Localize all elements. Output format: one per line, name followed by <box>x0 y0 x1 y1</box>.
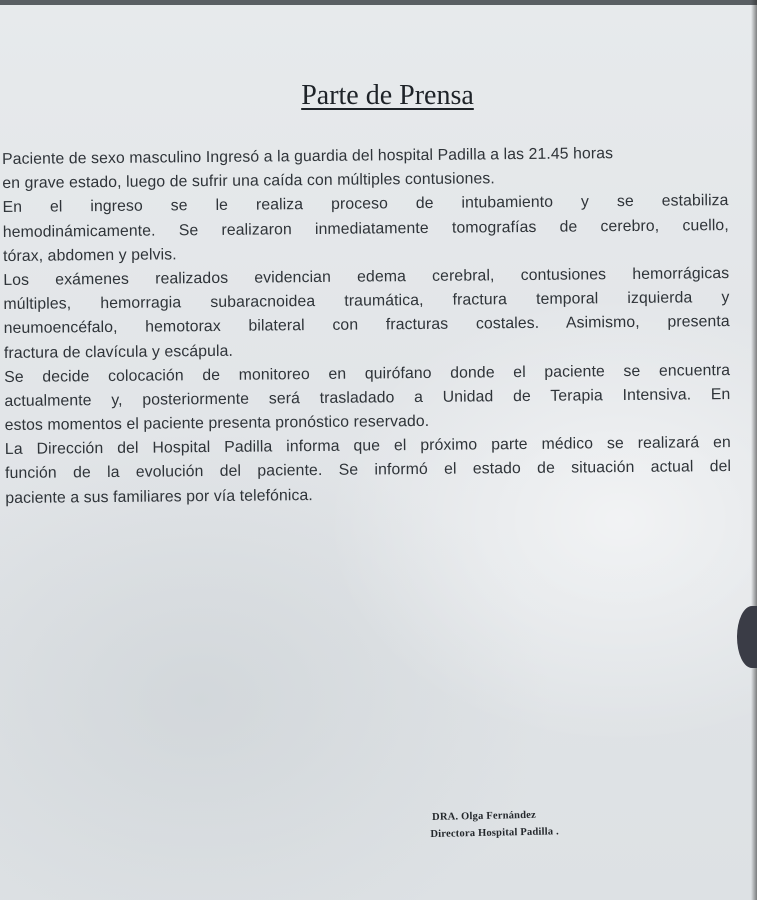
body-line: en grave estado, luego de sufrir una caída con múltiples contusiones. <box>2 170 495 193</box>
body-line: función de la evolución del paciente. Se informó el estado de situación actual del <box>5 458 732 483</box>
body-line: múltiples, hemorragia subaracnoidea traumática, fractura temporal izquierda y <box>3 289 730 314</box>
body-line: paciente a sus familiares por vía telefónica. <box>5 486 313 507</box>
body-line: Los exámenes realizados evidencian edema cerebral, contusiones hemorrágicas <box>3 264 730 289</box>
body-line: hemodinámicamente. Se realizaron inmediatamente tomografías de cerebro, cuello, <box>2 216 729 241</box>
body-line: neumoencéfalo, hemotorax bilateral con fracturas costales. Asimismo, presenta <box>3 313 730 338</box>
body-line: Paciente de sexo masculino Ingresó a la guardia del hospital Padilla a las 21.45 horas <box>2 145 614 168</box>
body-line: Se decide colocación de monitoreo en quirófano donde el paciente se encuentra <box>4 361 731 386</box>
press-release-body <box>2 141 731 511</box>
body-line: actualmente y, posteriormente será trasladado a Unidad de Terapia Intensiva. En <box>4 385 731 410</box>
photo-top-edge <box>0 0 757 5</box>
press-release-title <box>0 80 757 112</box>
body-line: estos momentos el paciente presenta pronóstico reservado. <box>4 412 430 435</box>
edge-object <box>737 606 757 668</box>
photo-right-edge <box>751 0 757 900</box>
body-line: En el ingreso se le realiza proceso de intubamiento y se estabiliza <box>2 192 729 217</box>
title-text: Parte de Prensa <box>301 80 474 111</box>
body-line: tórax, abdomen y pelvis. <box>2 246 177 265</box>
signature-block <box>430 809 559 840</box>
signature-role: Directora Hospital Padilla . <box>430 826 560 840</box>
body-line: fractura de clavícula y escápula. <box>3 342 234 362</box>
signature-name: DRA. Olga Fernández <box>431 809 537 823</box>
body-line: La Dirección del Hospital Padilla informa que el próximo parte médico se realizará en <box>4 434 731 459</box>
